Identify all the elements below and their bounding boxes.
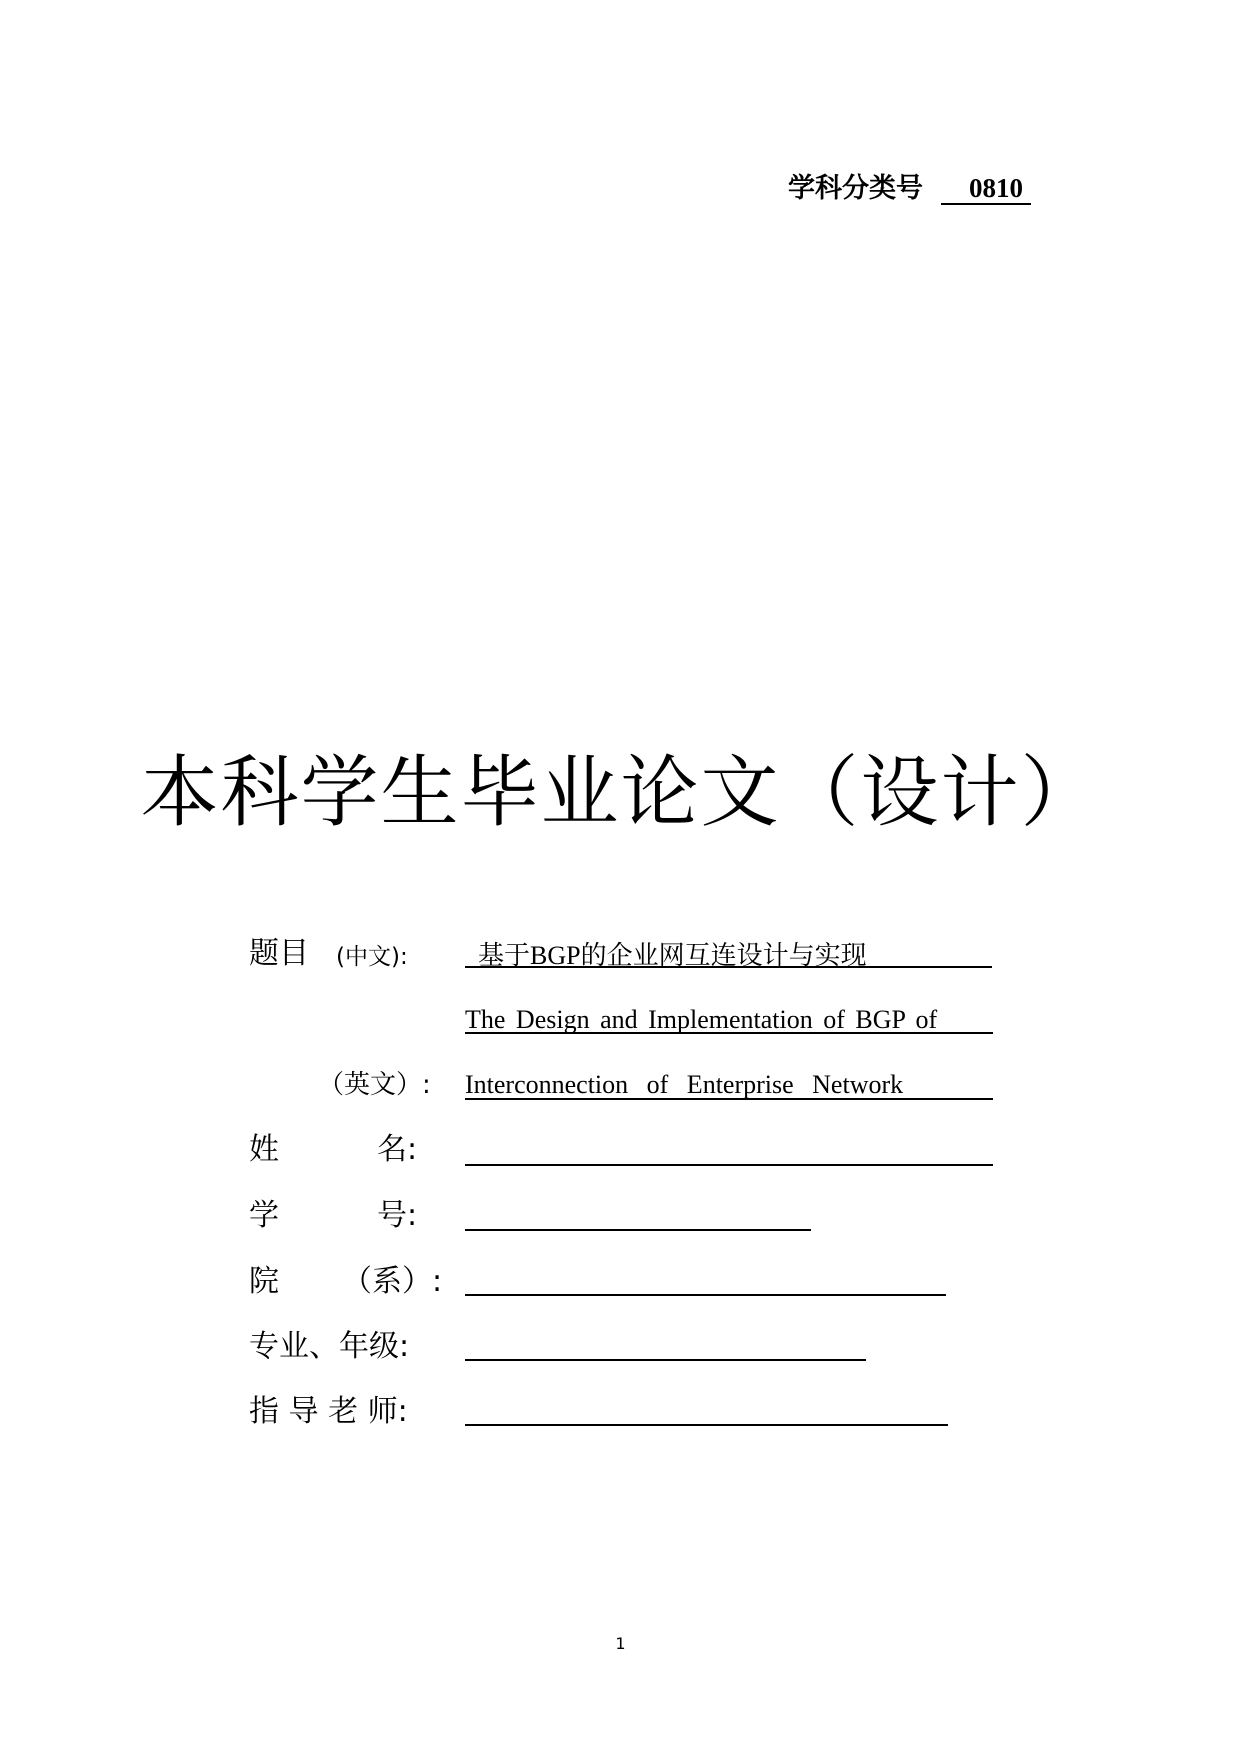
advisor-field [465,1424,948,1426]
document-title: 本科学生毕业论文（设计） [140,748,1101,838]
topic-en-line1: The Design and Implementation of BGP of [465,1005,938,1034]
topic-cn-underline [465,966,992,968]
topic-en-line2-underline [465,1098,993,1100]
page-number: 1 [615,1634,626,1653]
topic-cn-label: (中文): [336,944,408,970]
subject-classification [788,166,1031,205]
name-label-char2: 名: [377,1132,418,1167]
topic-label: 题目 [249,936,309,971]
topic-en-line2: Interconnection of Enterprise Network [465,1070,904,1099]
classification-label: 学科分类号 [788,173,923,204]
classification-number: 0810 [941,173,1031,205]
major-year-label: 专业、年级: [249,1329,410,1364]
student-id-label-char1: 学 [249,1198,279,1233]
topic-en-line1-underline [465,1032,993,1034]
topic-en-label: （英文）: [318,1070,431,1100]
department-label-char1: 院 [249,1264,279,1299]
topic-cn-value: 基于BGP的企业网互连设计与实现 [478,941,867,970]
student-id-field [465,1229,811,1231]
name-label-char1: 姓 [249,1132,279,1167]
department-field [465,1294,946,1296]
name-field [465,1164,993,1166]
department-label-char2: （系）: [342,1264,443,1299]
student-id-label-char2: 号: [377,1198,418,1233]
advisor-label: 指 导 老 师: [249,1394,408,1429]
major-year-field [465,1359,866,1361]
